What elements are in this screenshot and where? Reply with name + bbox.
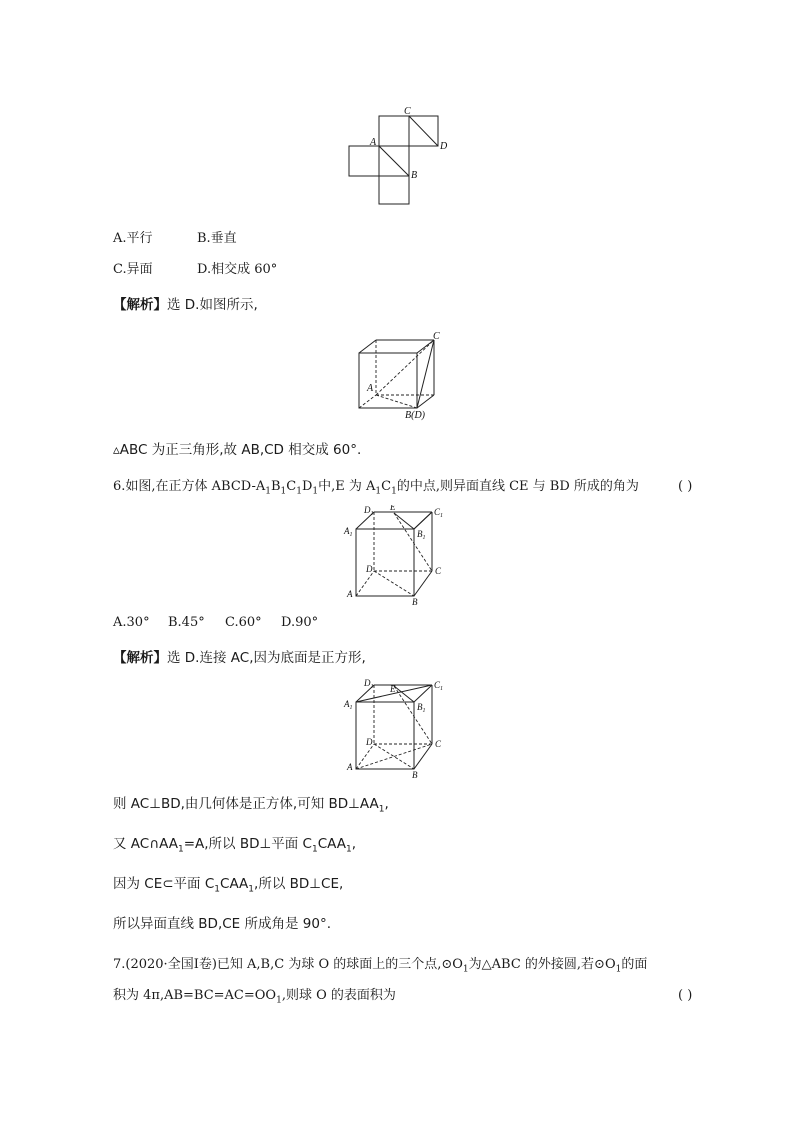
cube2-label-bd: B(D) <box>405 410 425 421</box>
q6-option-b: B.45° <box>168 615 205 630</box>
cube3-label-b1: $B_1$ <box>417 529 426 541</box>
text-part: CAA <box>220 876 249 892</box>
text-part: 为△ABC 的外接圆,若⊙O <box>468 957 616 972</box>
cube4-label-c1: $C_1$ <box>434 680 444 692</box>
cube3-label-d: D <box>366 564 373 574</box>
cube3-label-e: E <box>390 505 396 512</box>
q7-line1 <box>113 957 647 978</box>
cube4-label-e: E <box>390 684 396 694</box>
text-part: 因为 CE⊂平面 C <box>113 876 215 892</box>
cube2-label-c: C <box>433 331 440 342</box>
q6-stem-part: C <box>286 479 297 494</box>
text-part: CAA <box>317 836 346 852</box>
cube4-label-d: D <box>366 737 373 747</box>
q5-option-b: B.垂直 <box>197 231 237 246</box>
q5-option-a: A.平行 <box>113 231 153 246</box>
cube4-label-b: B <box>412 770 418 780</box>
q5-option-c: C.异面 <box>113 262 153 277</box>
sub: 1 <box>214 884 221 895</box>
net-label-a: A <box>370 137 377 148</box>
q6-sub: 1 <box>312 486 319 497</box>
text-part: 7.(2020·全国Ⅰ卷)已知 A,B,C 为球 O 的球面上的三个点,⊙O <box>113 957 463 972</box>
text-part: ,所以 BD⊥CE, <box>254 876 344 892</box>
q6-analysis <box>113 650 366 666</box>
cube3-label-c1: $C_1$ <box>434 507 444 519</box>
text-part: 又 AC∩AA <box>113 836 178 852</box>
text-part: ,则球 O 的表面积为 <box>281 988 396 1003</box>
cube3-label-b: B <box>412 597 418 605</box>
text-part: 的面 <box>621 957 648 972</box>
q6-stem-part: B <box>270 479 281 494</box>
q5-option-d: D.相交成 60° <box>197 262 278 277</box>
q6-analysis-line2 <box>113 836 356 858</box>
q6-analysis-line4: 所以异面直线 BD,CE 所成角是 90°. <box>113 916 331 932</box>
sub: 1 <box>345 844 352 855</box>
cube4-label-b1: $B_1$ <box>417 702 426 714</box>
sub: 1 <box>177 844 184 855</box>
q6-stem-part: 的中点,则异面直线 CE 与 BD 所成的角为 <box>396 479 639 494</box>
q6-option-a: A.30° <box>113 615 150 630</box>
sub: 1 <box>615 964 622 975</box>
q6-stem-part: C <box>381 479 392 494</box>
cube4-label-c: C <box>435 739 442 749</box>
analysis-text: 选 D.连接 AC,因为底面是正方形, <box>167 650 366 666</box>
q6-sub: 1 <box>391 486 397 497</box>
text-part: 积为 4π,AB=BC=AC=OO <box>113 988 277 1003</box>
analysis-tag: 【解析】 <box>113 297 167 313</box>
q6-stem-part: 6.如图,在正方体 ABCD-A <box>113 479 266 494</box>
cube3-label-c: C <box>435 566 442 576</box>
text-part: , <box>384 796 389 812</box>
sub: 1 <box>248 884 255 895</box>
analysis-tag: 【解析】 <box>113 650 167 666</box>
sub: 1 <box>276 995 282 1006</box>
cube3-label-d1: $D_1$ <box>364 505 374 517</box>
q5-conclusion: ▵ABC 为正三角形,故 AB,CD 相交成 60°. <box>113 442 362 458</box>
net-label-c: C <box>404 106 411 117</box>
cube4-label-a1: $A_1$ <box>344 699 353 711</box>
q6-option-d: D.90° <box>281 615 319 630</box>
q6-stem <box>113 479 639 500</box>
q6-sub: 1 <box>375 486 382 497</box>
text-part: 则 AC⊥BD,由几何体是正方体,可知 BD⊥AA <box>113 796 379 812</box>
q6-sub: 1 <box>265 486 271 497</box>
net-label-b: B <box>411 170 418 181</box>
q6-analysis-line3 <box>113 876 343 898</box>
q6-analysis-line1 <box>113 796 389 818</box>
cube3-label-a1: $A_1$ <box>344 526 353 538</box>
q6-answer-paren: ( ) <box>678 479 693 494</box>
text-part: , <box>351 836 356 852</box>
q6-sub: 1 <box>296 486 302 497</box>
q7-answer-paren: ( ) <box>678 988 693 1003</box>
cube-net-figure <box>340 104 460 208</box>
q7-line2 <box>113 988 396 1009</box>
cube4-label-d1: $D_1$ <box>364 678 374 690</box>
q6-sub: 1 <box>280 486 287 497</box>
cube-q6-analysis-figure <box>340 678 456 780</box>
net-label-d: D <box>440 141 448 152</box>
sub: 1 <box>462 964 469 975</box>
q5-analysis <box>113 297 258 313</box>
analysis-text: 选 D.如图所示, <box>167 297 258 313</box>
sub: 1 <box>378 804 385 815</box>
text-part: =A,所以 BD⊥平面 C <box>183 836 312 852</box>
q6-option-c: C.60° <box>225 615 262 630</box>
sub: 1 <box>311 844 318 855</box>
cube2-label-a: A <box>367 383 374 394</box>
cube-triangle-figure <box>350 330 450 422</box>
cube-q6-figure <box>340 505 456 605</box>
cube3-label-a: A <box>347 589 353 599</box>
q6-stem-part: 中,E 为 A <box>318 479 376 494</box>
cube4-label-a: A <box>347 762 353 772</box>
q6-stem-part: D <box>301 479 313 494</box>
